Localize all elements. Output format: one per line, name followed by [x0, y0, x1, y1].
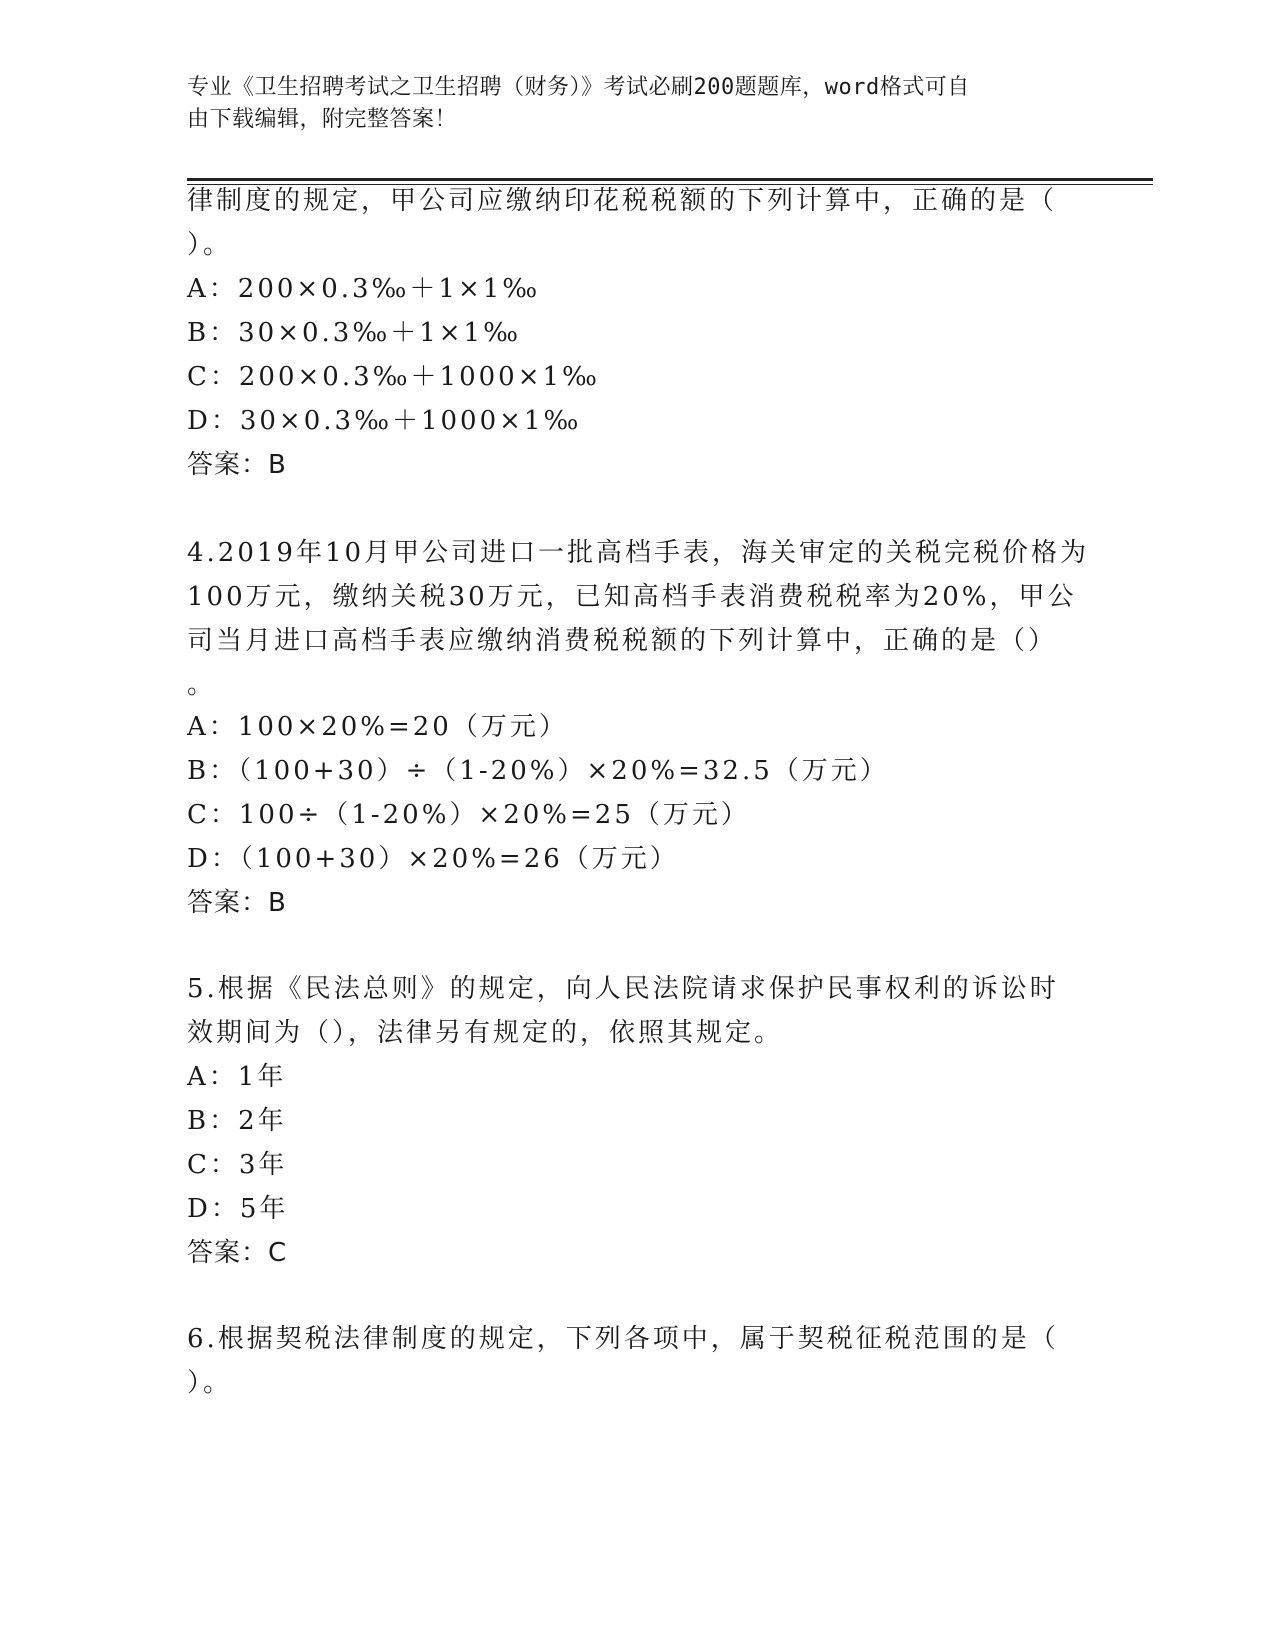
header-title-line-2: 由下载编辑，附完整答案！ — [187, 107, 458, 132]
q3-option-b: B：30×0.3‰＋1×1‰ — [187, 318, 521, 348]
q3-answer: 答案：B — [187, 450, 287, 480]
q3-stem-line-2: ）。 — [187, 230, 233, 260]
q3-option-c: C：200×0.3‰＋1000×1‰ — [187, 362, 600, 392]
q5-option-b: B：2年 — [187, 1106, 287, 1136]
q3-option-a: A：200×0.3‰＋1×1‰ — [187, 274, 541, 304]
q5-option-d: D：5年 — [187, 1194, 289, 1224]
q4-stem-line-3: 司当月进口高档手表应缴纳消费税税额的下列计算中，正确的是（） — [187, 626, 1058, 656]
q5-option-c: C：3年 — [187, 1150, 288, 1180]
q5-answer: 答案：C — [187, 1238, 288, 1268]
q5-stem-line-1: 5.根据《民法总则》的规定，向人民法院请求保护民事权利的诉讼时 — [187, 974, 1059, 1004]
q3-option-d: D：30×0.3‰＋1000×1‰ — [187, 406, 582, 436]
header-divider-thick — [187, 178, 1153, 181]
document-header — [187, 72, 1067, 136]
q4-option-a: A：100×20%=20（万元） — [187, 712, 568, 742]
q4-option-c: C：100÷（1-20%）×20%=25（万元） — [187, 800, 750, 830]
q4-stem-line-4: 。 — [187, 670, 217, 700]
q5-stem-line-2: 效期间为（），法律另有规定的，依照其规定。 — [187, 1018, 784, 1048]
q6-stem-line-2: ）。 — [187, 1368, 233, 1398]
q4-option-b: B：（100+30）÷（1-20%）×20%=32.5（万元） — [187, 756, 889, 786]
q6-stem-line-1: 6.根据契税法律制度的规定，下列各项中，属于契税征税范围的是（ — [187, 1324, 1059, 1354]
q3-stem-line-1: 律制度的规定，甲公司应缴纳印花税税额的下列计算中，正确的是（ — [187, 186, 1058, 216]
q4-answer: 答案：B — [187, 888, 287, 918]
q5-option-a: A：1年 — [187, 1062, 287, 1092]
q4-option-d: D：（100+30）×20%=26（万元） — [187, 844, 679, 874]
header-title-line-1: 专业《卫生招聘考试之卫生招聘（财务）》考试必刷200题题库，word格式可自 — [187, 75, 970, 100]
q4-stem-line-2: 100万元，缴纳关税30万元，已知高档手表消费税税率为20%，甲公 — [187, 582, 1077, 612]
q4-stem-line-1: 4.2019年10月甲公司进口一批高档手表，海关审定的关税完税价格为 — [187, 538, 1090, 568]
